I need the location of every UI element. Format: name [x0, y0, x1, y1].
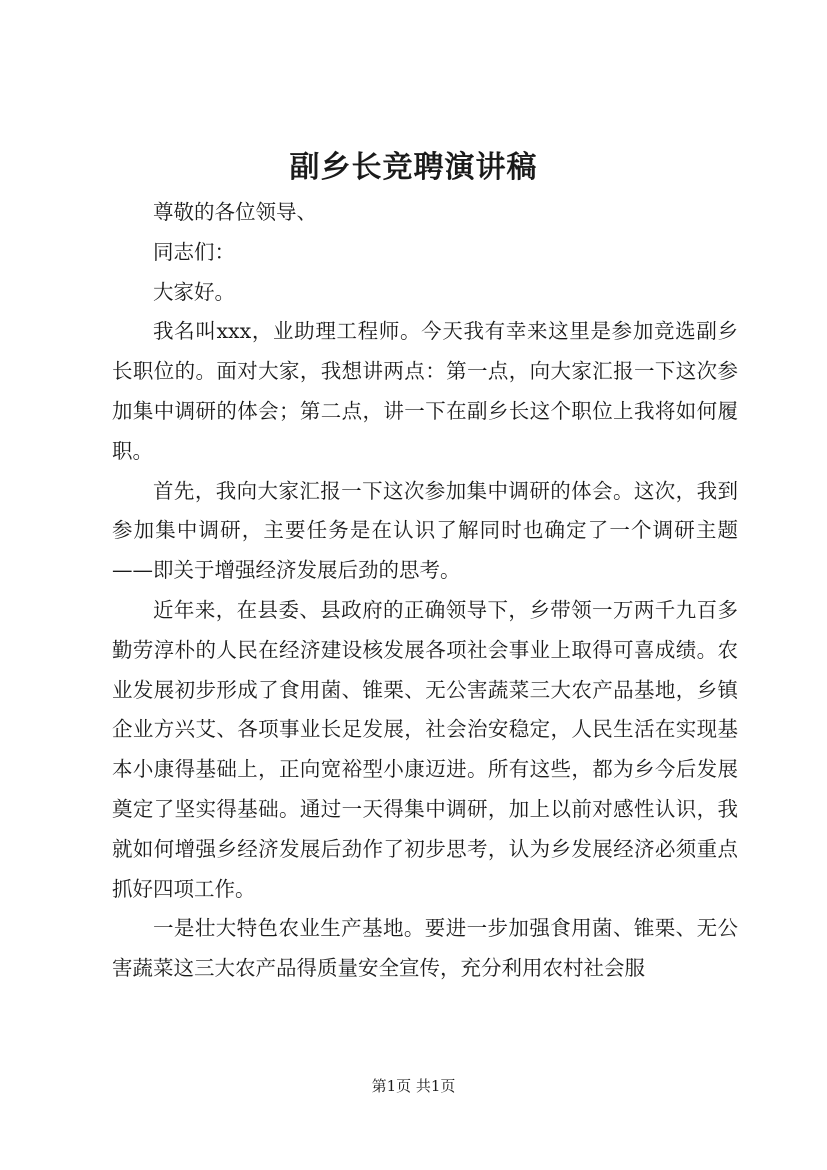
paragraph-first-task: 一是壮大特色农业生产基地。要进一步加强食用菌、锥栗、无公害蔬菜这三大农产品得质量安全宣传，充分利用农村社会服: [112, 916, 738, 981]
page-title: 副乡长竞聘演讲稿: [289, 150, 538, 185]
paragraph-comrades: 同志们：: [153, 239, 235, 264]
document-body: [112, 193, 738, 989]
page-number-footer: 第1页 共1页: [371, 1077, 456, 1095]
paragraph-greeting: 尊敬的各位领导、: [153, 200, 317, 224]
paragraph-achievements: 近年来，在县委、县政府的正确领导下，乡带领一万两千九百多勤劳淳朴的人民在经济建设核发展各项社会事业上取得可喜成绩。农业发展初步形成了食用菌、锥栗、无公害蔬菜三大农产品基地，乡镇企业方兴艾、各项事业长足发展，社会治安稳定，人民生活在实现基本小康得基础上，正向宽裕型小康迈进。所有这些，都为乡今后发展奠定了坚实得基础。通过一天得集中调研，加上以前对感性认识，我就如何增强乡经济发展后劲作了初步思考，认为乡发展经济必须重点抓好四项工作。: [112, 597, 738, 901]
paragraph-hello: 大家好。: [153, 279, 235, 304]
paragraph-research-report: 首先，我向大家汇报一下这次参加集中调研的体会。这次，我到参加集中调研，主要任务是在认识了解同时也确定了一个调研主题——即关于增强经济发展后劲的思考。: [112, 478, 738, 583]
paragraph-introduction: 我名叫xxx，业助理工程师。今天我有幸来这里是参加竞选副乡长职位的。面对大家，我想讲两点：第一点，向大家汇报一下这次参加集中调研的体会；第二点，讲一下在副乡长这个职位上我将如何履职。: [112, 319, 738, 463]
